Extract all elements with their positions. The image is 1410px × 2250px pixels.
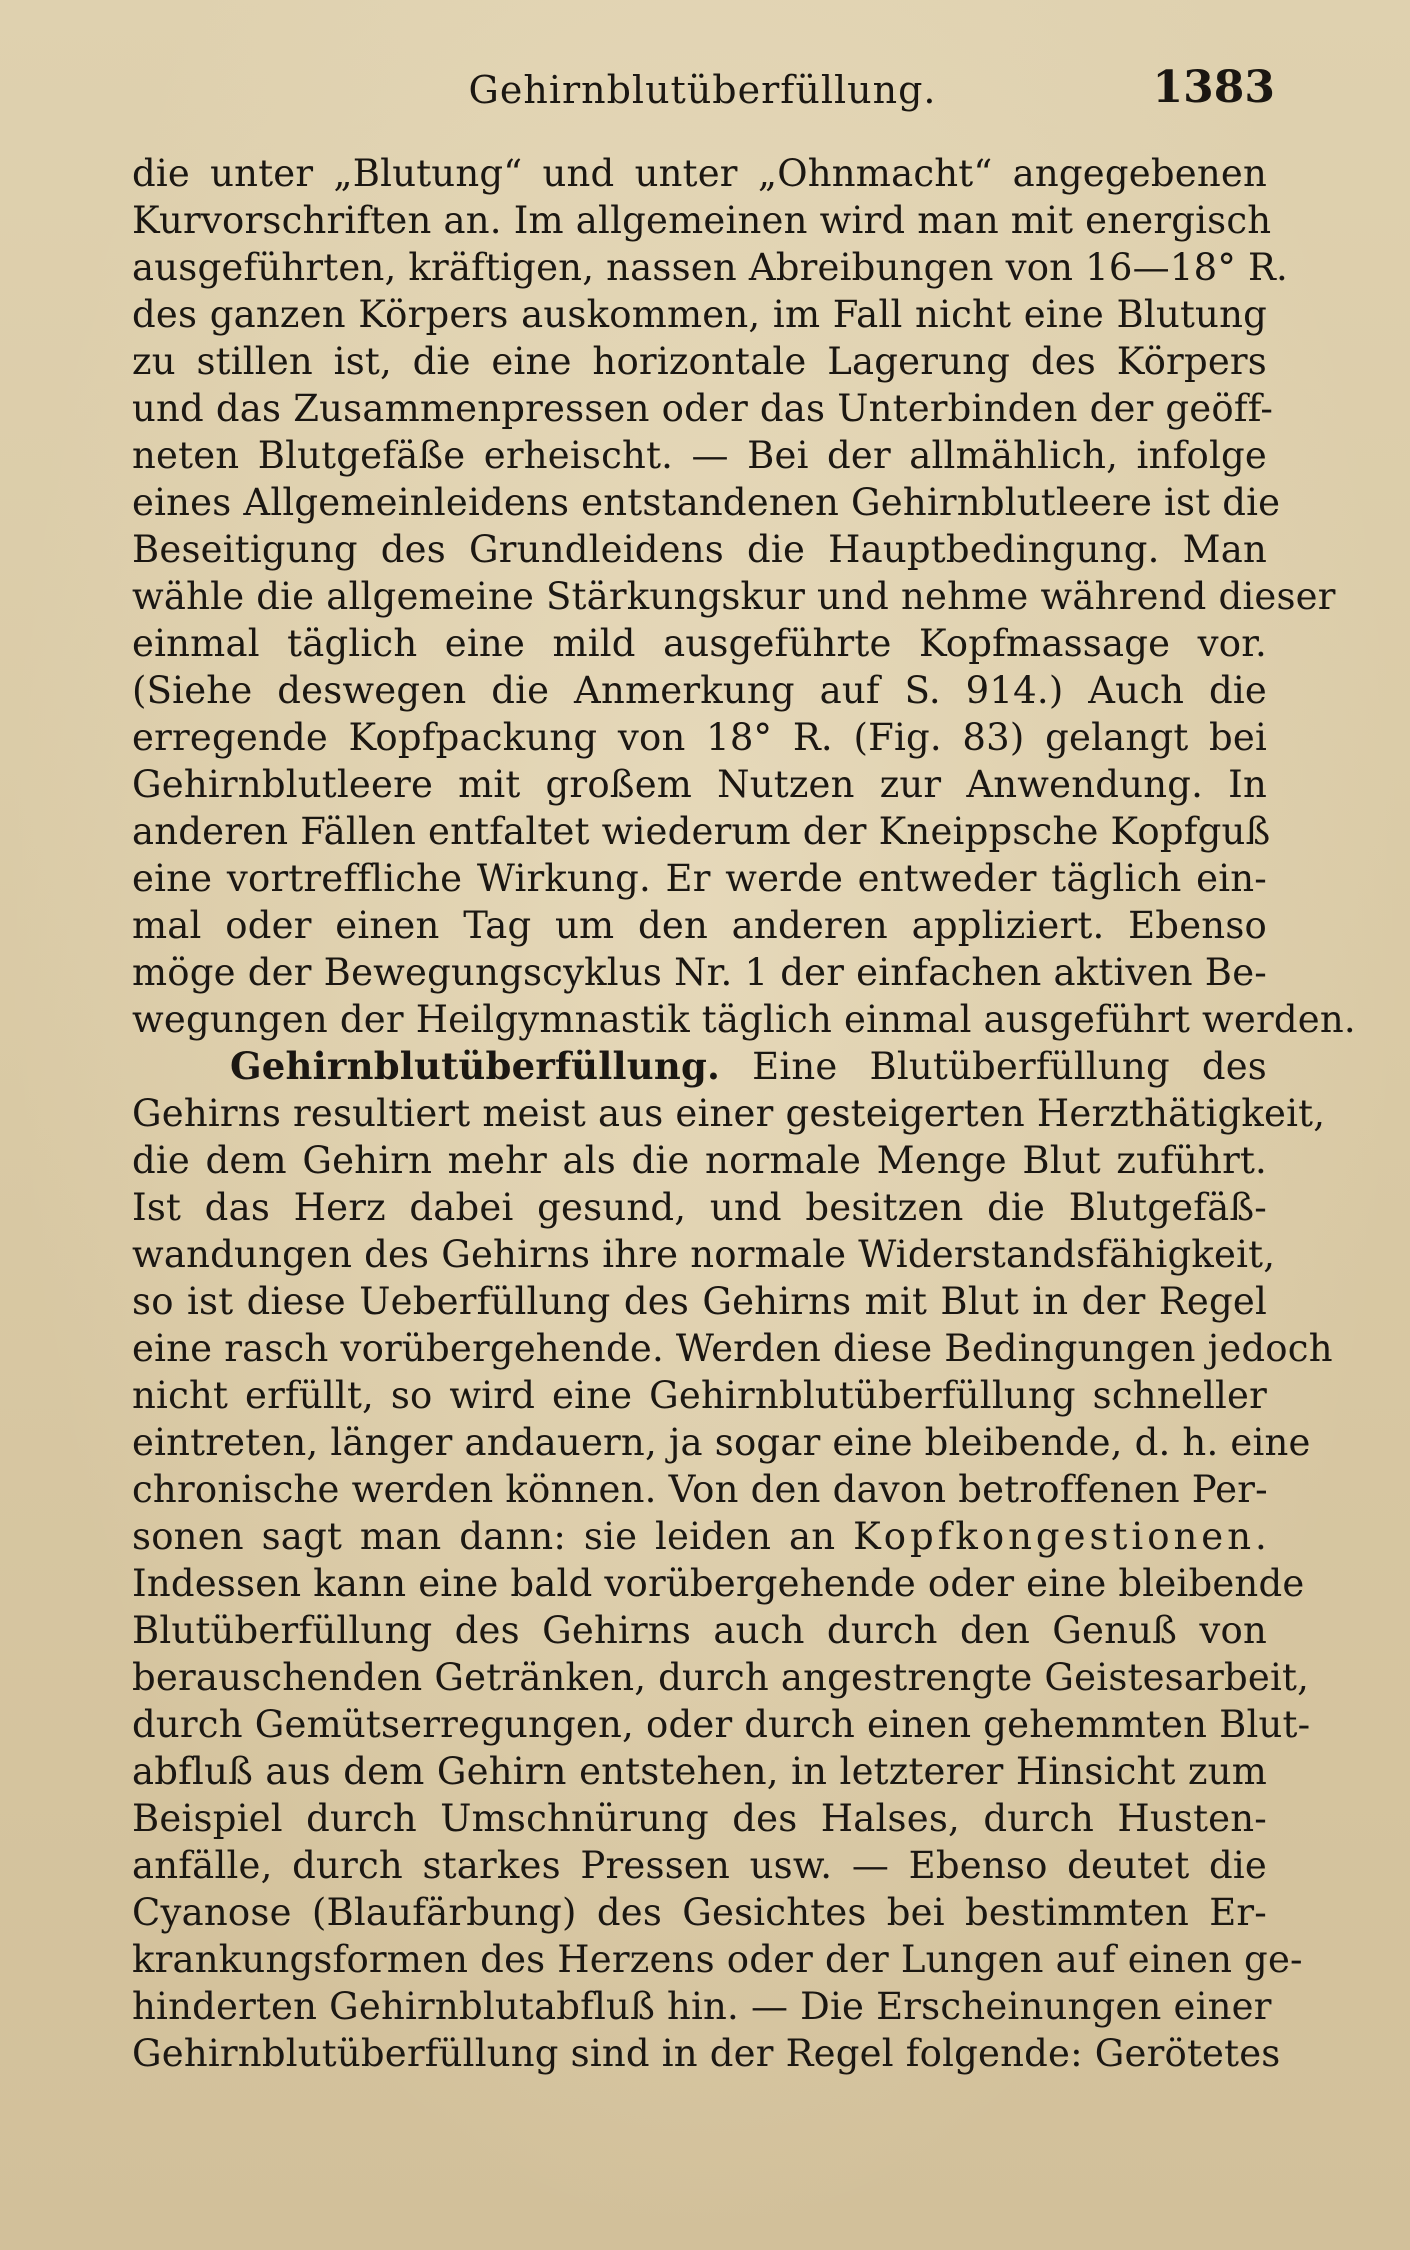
text-line: Indessen kann eine bald vorübergehende oder eine bleibende [132, 1562, 1305, 1605]
emphasized-term: Kopfkongestionen [853, 1515, 1256, 1558]
running-title: Gehirnblutüberfüllung. [468, 68, 937, 112]
text-line: eine rasch vorübergehende. Werden diese Bedingungen jedoch [132, 1327, 1333, 1370]
text-line: Ist das Herz dabei gesund, und besitzen die Blutgefäß- [132, 1186, 1267, 1229]
running-header [130, 62, 1275, 122]
text-line: neten Blutgefäße erheischt. — Bei der allmählich, infolge [132, 434, 1267, 477]
text-line: Cyanose (Blaufärbung) des Gesichtes bei bestimmten Er- [132, 1891, 1267, 1934]
kongestion-line-after: . [1255, 1515, 1267, 1558]
body-text [132, 150, 1356, 2077]
text-line: Kurvorschriften an. Im allgemeinen wird man mit energisch [132, 199, 1272, 242]
section-first-line [132, 1043, 1267, 1090]
text-line: des ganzen Körpers auskommen, im Fall nicht eine Blutung [132, 293, 1267, 336]
text-line: Blutüberfüllung des Gehirns auch durch den Genuß von [132, 1609, 1267, 1652]
text-line: eine vortreffliche Wirkung. Er werde entweder täglich ein- [132, 857, 1267, 900]
text-line: eintreten, länger andauern, ja sogar eine bleibende, d. h. eine [132, 1421, 1311, 1464]
text-line: hinderten Gehirnblutabfluß hin. — Die Erscheinungen einer [132, 1985, 1272, 2028]
text-line: erregende Kopfpackung von 18° R. (Fig. 83) gelangt bei [132, 716, 1267, 759]
text-line: Gehirnblutüberfüllung sind in der Regel folgende: Gerötetes [132, 2032, 1281, 2075]
text-line: (Siehe deswegen die Anmerkung auf S. 914.) Auch die [132, 669, 1267, 712]
text-line: Beispiel durch Umschnürung des Halses, durch Husten- [132, 1797, 1267, 1840]
text-line: wähle die allgemeine Stärkungskur und nehme während dieser [132, 575, 1336, 618]
paragraph-blutleere-treatment [132, 150, 1356, 1043]
text-line: ausgeführten, kräftigen, nassen Abreibungen von 16—18° R. [132, 246, 1289, 289]
kongestion-line-before: sonen sagt man dann: sie leiden an [132, 1515, 854, 1558]
text-line: Beseitigung des Grundleidens die Hauptbedingung. Man [132, 528, 1267, 571]
section-first-line-text: Eine Blutüberfüllung des [720, 1045, 1267, 1088]
section-gehirnblutueberfuellung [132, 1043, 1333, 2077]
text-line: Gehirns resultiert meist aus einer gesteigerten Herzthätigkeit, [132, 1092, 1326, 1135]
text-line: die unter „Blutung“ und unter „Ohnmacht“ angegebenen [132, 152, 1267, 195]
text-line: abfluß aus dem Gehirn entstehen, in letzterer Hinsicht zum [132, 1750, 1267, 1793]
text-line: chronische werden können. Von den davon betroffenen Per- [132, 1468, 1268, 1511]
text-line: zu stillen ist, die eine horizontale Lagerung des Körpers [132, 340, 1267, 383]
text-line: krankungsformen des Herzens oder der Lungen auf einen ge- [132, 1938, 1303, 1981]
text-line: durch Gemütserregungen, oder durch einen gehemmten Blut- [132, 1703, 1311, 1746]
text-line: möge der Bewegungscyklus Nr. 1 der einfachen aktiven Be- [132, 951, 1267, 994]
text-line: eines Allgemeinleidens entstandenen Gehirnblutleere ist die [132, 481, 1281, 524]
text-line: Gehirnblutleere mit großem Nutzen zur Anwendung. In [132, 763, 1267, 806]
text-line: die dem Gehirn mehr als die normale Menge Blut zuführt. [132, 1139, 1267, 1182]
text-line: und das Zusammenpressen oder das Unterbinden der geöff- [132, 387, 1274, 430]
text-line: wandungen des Gehirns ihre normale Widerstandsfähigkeit, [132, 1233, 1276, 1276]
text-line: berauschenden Getränken, durch angestrengte Geistesarbeit, [132, 1656, 1310, 1699]
text-line: nicht erfüllt, so wird eine Gehirnblutüberfüllung schneller [132, 1374, 1267, 1417]
section-heading: Gehirnblutüberfüllung. [230, 1044, 721, 1088]
text-line: einmal täglich eine mild ausgeführte Kopfmassage vor. [132, 622, 1267, 665]
text-line: anfälle, durch starkes Pressen usw. — Ebenso deutet die [132, 1844, 1267, 1887]
text-line: wegungen der Heilgymnastik täglich einmal ausgeführt werden. [132, 998, 1356, 1041]
text-line: mal oder einen Tag um den anderen appliziert. Ebenso [132, 904, 1267, 947]
text-line: anderen Fällen entfaltet wiederum der Kneippsche Kopfguß [132, 810, 1271, 853]
page-number: 1383 [1152, 62, 1275, 113]
kongestion-line [132, 1513, 1267, 1560]
text-line: so ist diese Ueberfüllung des Gehirns mit Blut in der Regel [132, 1280, 1267, 1323]
